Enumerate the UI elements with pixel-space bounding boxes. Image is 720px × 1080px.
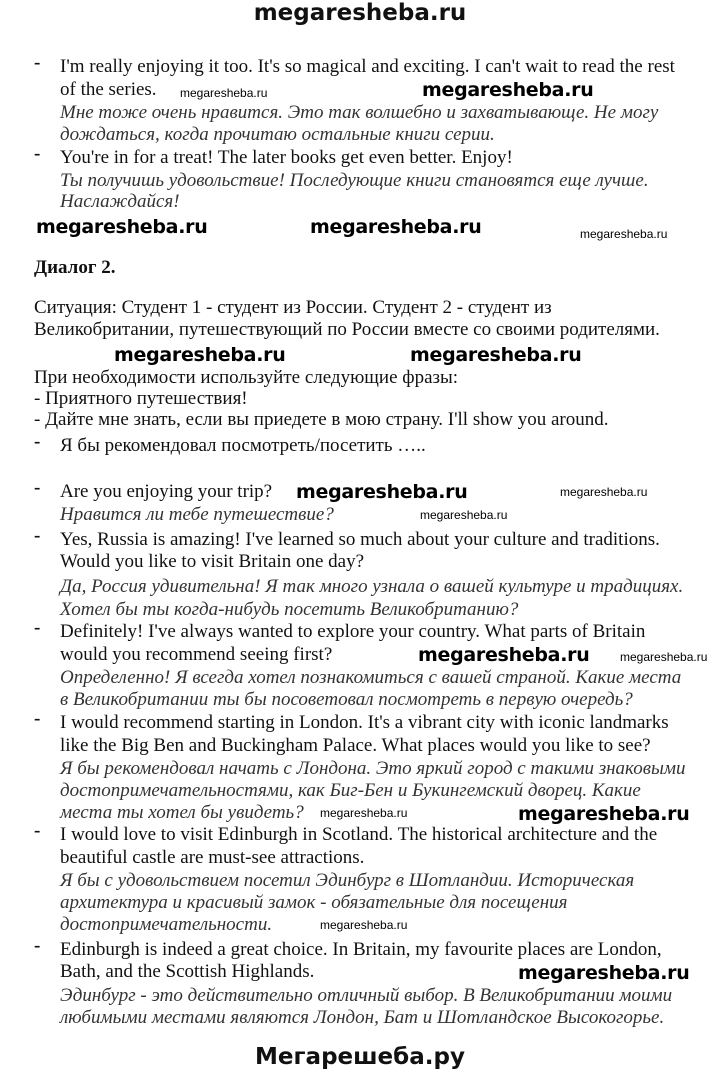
watermark: megaresheba.ru [518,803,690,825]
dialogue-line-en: beautiful castle are must-see attractions. [60,847,365,868]
watermark: megaresheba.ru [560,485,648,499]
dialogue-title: Диалог 2. [34,257,116,278]
watermark: megaresheba.ru [410,344,582,366]
phrases-intro: При необходимости используйте следующие фразы: [34,367,459,388]
dialogue-line-en: Edinburgh is indeed a great choice. In Britain, my favourite places are London, [60,939,662,960]
dialogue-line-ru: Определенно! Я всегда хотел познакомиться с вашей страной. Какие места [60,667,682,688]
dialogue-line-ru: Нравится ли тебе путешествие? [60,504,334,525]
dialogue-line-ru: Мне тоже очень нравится. Это так волшебно и захватывающе. Не могу [60,102,659,123]
watermark: megaresheba.ru [518,962,690,984]
dialogue-line-en: like the Big Ben and Buckingham Palace. What places would you like to see? [60,735,651,756]
watermark: megaresheba.ru [296,481,468,503]
dash-bullet: - [34,431,41,452]
phrase-item: - Дайте мне знать, если вы приедете в мою страну. I'll show you around. [34,409,609,430]
dialogue-line-ru: любимыми местами являются Лондон, Бат и Шотландское Высокогорье. [60,1007,665,1028]
dialogue-line-en: of the series. [60,79,157,100]
dialogue-line-ru: Эдинбург - это действительно отличный выбор. В Великобритании моими [60,985,673,1006]
dialogue-line-ru: Ты получишь удовольствие! Последующие книги становятся еще лучше. [60,170,649,191]
dialogue-line-en: Would you like to visit Britain one day? [60,551,365,572]
dash-bullet: - [34,617,41,638]
dialogue-line-ru: Я бы с удовольствием посетил Эдинбург в Шотландии. Историческая [60,870,635,891]
situation-line: Великобритании, путешествующий по России вместе со своими родителями. [34,319,660,340]
watermark: megaresheba.ru [620,650,708,664]
dash-bullet: - [34,820,41,841]
dash-bullet: - [34,525,41,546]
dialogue-line-en: Bath, and the Scottish Highlands. [60,961,315,982]
dialogue-line-ru: Хотел бы ты когда-нибудь посетить Великобританию? [60,599,519,620]
phrase-item: - Приятного путешествия! [34,388,248,409]
site-header[interactable]: megaresheba.ru [253,0,467,26]
dash-bullet: - [34,477,41,498]
dialogue-line-ru: места ты хотел бы увидеть? [60,802,304,823]
dialogue-line-en: Definitely! I've always wanted to explore your country. What parts of Britain [60,621,646,642]
watermark: megaresheba.ru [580,227,668,241]
dialogue-line-ru: дождаться, когда прочитаю остальные книги серии. [60,124,495,145]
dialogue-line-ru: Наслаждайся! [60,191,180,212]
dialogue-line-en: You're in for a treat! The later books get even better. Enjoy! [60,147,513,168]
dialogue-line-en: would you recommend seeing first? [60,644,333,665]
dialogue-line-ru: Да, Россия удивительна! Я так много узнала о вашей культуре и традициях. [60,576,684,597]
watermark: megaresheba.ru [320,806,408,820]
watermark: megaresheba.ru [114,344,286,366]
dash-bullet: - [34,708,41,729]
watermark: megaresheba.ru [420,508,508,522]
watermark: megaresheba.ru [180,86,268,100]
dialogue-line-ru: Я бы рекомендовал начать с Лондона. Это яркий город с такими знаковыми [60,758,686,779]
dialogue-line-ru: достопримечательностями, как Биг-Бен и Букингемский дворец. Какие [60,780,641,801]
dash-bullet: - [34,143,41,164]
watermark: megaresheba.ru [310,216,482,238]
dialogue-line-en: I'm really enjoying it too. It's so magical and exciting. I can't wait to read the rest [60,56,675,77]
site-footer[interactable]: Мегарешеба.ру [255,1044,465,1070]
dash-bullet: - [34,935,41,956]
phrase-item: Я бы рекомендовал посмотреть/посетить ….. [60,435,426,456]
dash-bullet: - [34,52,41,73]
dialogue-line-en: Are you enjoying your trip? [60,481,273,502]
dialogue-line-en: I would love to visit Edinburgh in Scotland. The historical architecture and the [60,824,658,845]
dialogue-line-ru: в Великобритании ты бы посоветовал посмотреть в первую очередь? [60,689,633,710]
dialogue-line-en: I would recommend starting in London. It's a vibrant city with iconic landmarks [60,712,669,733]
dialogue-line-en: Yes, Russia is amazing! I've learned so much about your culture and traditions. [60,529,660,550]
dialogue-line-ru: достопримечательности. [60,914,273,935]
watermark: megaresheba.ru [36,216,208,238]
watermark: megaresheba.ru [320,918,408,932]
watermark: megaresheba.ru [422,79,594,101]
watermark: megaresheba.ru [418,644,590,666]
dialogue-line-ru: архитектура и красивый замок - обязательные для посещения [60,892,568,913]
situation-line: Ситуация: Студент 1 - студент из России. Студент 2 - студент из [34,297,552,318]
